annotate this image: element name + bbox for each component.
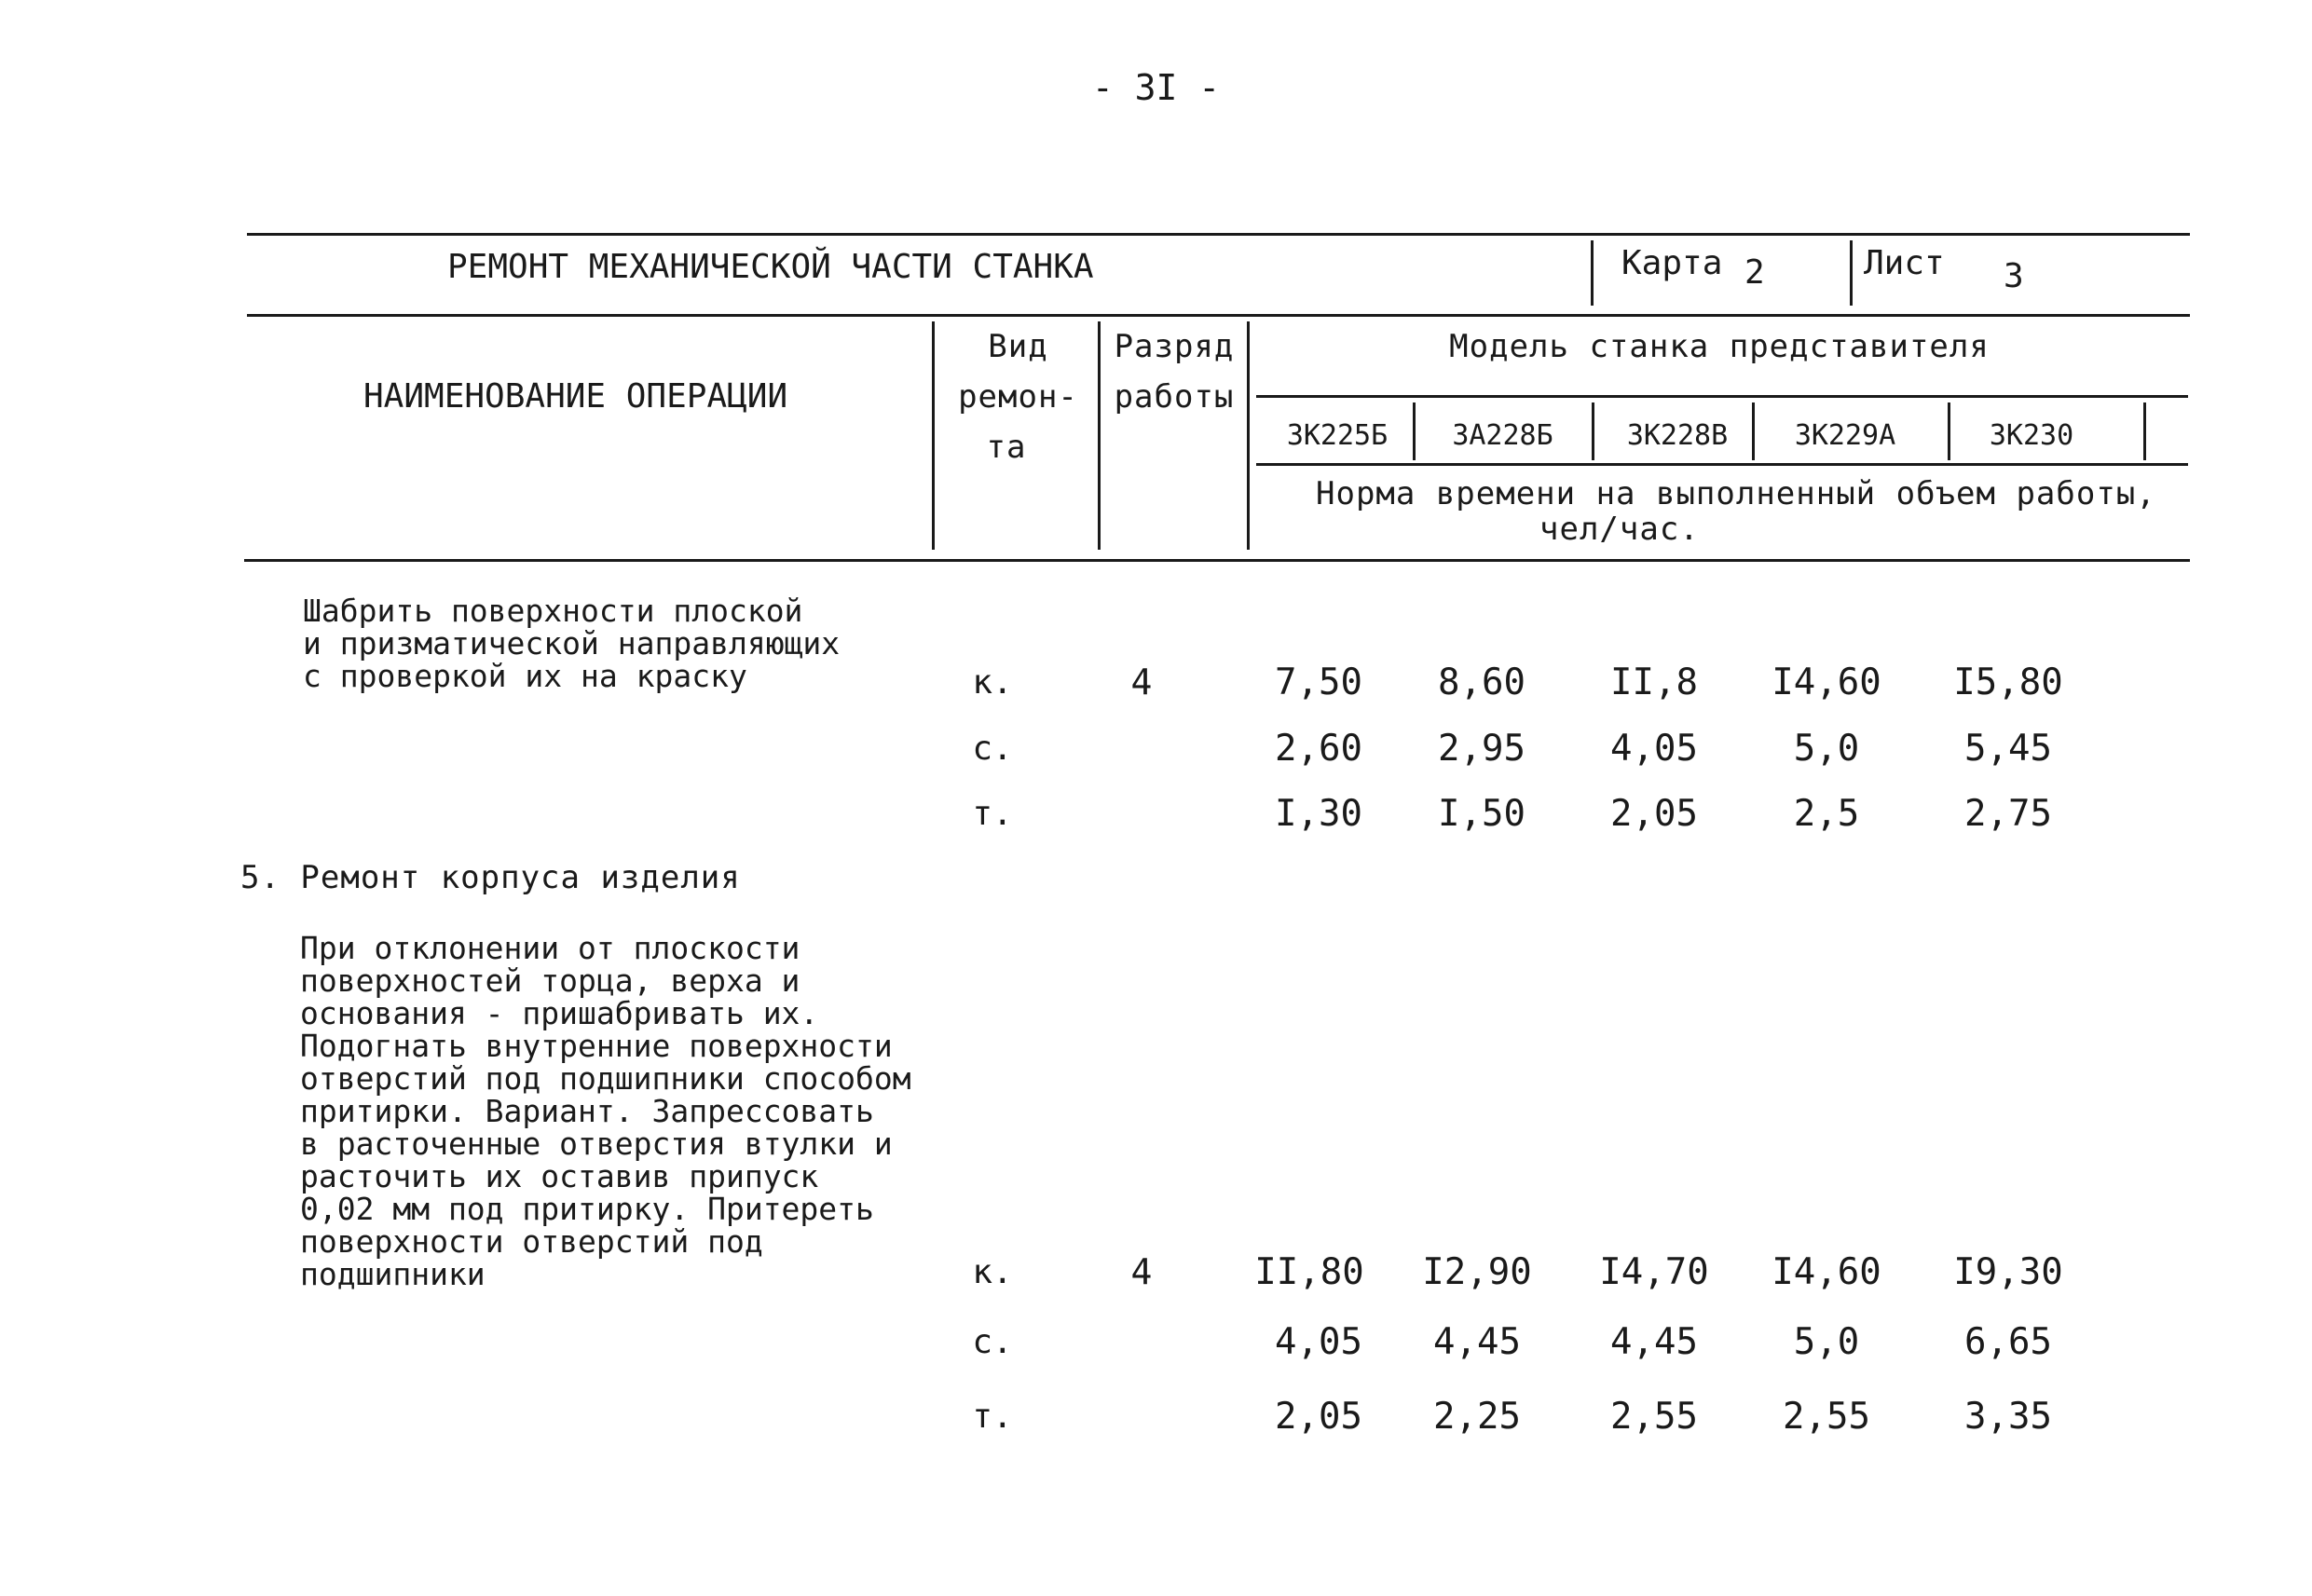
model-3k228v: 3К228В xyxy=(1626,419,1729,452)
table-top-rule xyxy=(247,233,2190,236)
card-label: Карта xyxy=(1621,244,1723,282)
norm-caption-line2: чел/час. xyxy=(1539,511,1700,548)
repair-type-header-line2: ремон- xyxy=(958,378,1078,416)
value-cell: 2,95 xyxy=(1438,728,1525,770)
sheet-divider xyxy=(1850,240,1853,306)
sheet-number: 3 xyxy=(2004,257,2024,295)
value-cell: 8,60 xyxy=(1438,662,1525,703)
value-cell: I,50 xyxy=(1438,793,1525,835)
repair-kind-s: с. xyxy=(972,730,1013,768)
value-cell: 3,35 xyxy=(1964,1396,2052,1438)
value-cell: 5,0 xyxy=(1793,728,1860,770)
value-cell: 7,50 xyxy=(1275,662,1362,703)
grade-header-line1: Разряд xyxy=(1114,328,1235,365)
value-cell: 2,75 xyxy=(1964,793,2052,835)
value-cell: 4,05 xyxy=(1610,728,1698,770)
column-divider-2 xyxy=(1098,321,1101,550)
value-cell: I5,80 xyxy=(1953,662,2063,703)
repair-kind-s: с. xyxy=(972,1323,1013,1361)
model-divider-5 xyxy=(2143,402,2146,460)
value-cell: I4,60 xyxy=(1772,662,1881,703)
value-cell: 2,55 xyxy=(1783,1396,1870,1438)
repair-type-header-line1: Вид xyxy=(988,328,1048,365)
model-divider-3 xyxy=(1752,402,1755,460)
value-cell: 5,45 xyxy=(1964,728,2052,770)
model-3k225b: 3К225Б xyxy=(1286,419,1389,452)
operation-description: Шабрить поверхности плоской и призматической направляющих с проверкой их на краску xyxy=(303,593,841,694)
norm-rule xyxy=(1256,463,2188,466)
model-divider-4 xyxy=(1948,402,1950,460)
models-rule xyxy=(1256,395,2188,398)
model-divider-2 xyxy=(1592,402,1594,460)
value-cell: 4,45 xyxy=(1610,1321,1698,1363)
section-title: РЕМОНТ МЕХАНИЧЕСКОЙ ЧАСТИ СТАНКА xyxy=(447,248,1094,286)
value-cell: 2,05 xyxy=(1610,793,1698,835)
value-cell: I4,70 xyxy=(1599,1251,1709,1293)
card-divider xyxy=(1591,240,1594,306)
grade-header-line2: работы xyxy=(1114,378,1235,416)
repair-kind-t: т. xyxy=(972,1398,1013,1436)
header-rule xyxy=(247,314,2190,317)
column-divider-3 xyxy=(1247,321,1250,550)
page-number: - 3I - xyxy=(1091,67,1221,108)
column-divider-1 xyxy=(932,321,935,550)
value-cell: 2,25 xyxy=(1433,1396,1521,1438)
grade-value: 4 xyxy=(1130,1251,1153,1292)
section-heading: 5. Ремонт корпуса изделия xyxy=(240,859,741,896)
value-cell: I9,30 xyxy=(1953,1251,2063,1293)
value-cell: 6,65 xyxy=(1964,1321,2052,1363)
value-cell: 2,55 xyxy=(1610,1396,1698,1438)
operation-column-header: НАИМЕНОВАНИЕ ОПЕРАЦИИ xyxy=(363,377,788,416)
value-cell: 2,05 xyxy=(1275,1396,1362,1438)
card-number: 2 xyxy=(1744,253,1765,292)
model-divider-1 xyxy=(1413,402,1416,460)
value-cell: 5,0 xyxy=(1793,1321,1860,1363)
model-3k229a: 3К229А xyxy=(1794,419,1896,452)
value-cell: 4,45 xyxy=(1433,1321,1521,1363)
models-title: Модель станка представителя xyxy=(1449,328,1990,365)
value-cell: I2,90 xyxy=(1422,1251,1532,1293)
norm-caption-line1: Норма времени на выполненный объем работы, xyxy=(1316,475,2156,512)
value-cell: II,80 xyxy=(1254,1251,1364,1293)
model-3a228b: 3А228Б xyxy=(1452,419,1553,452)
value-cell: II,8 xyxy=(1610,662,1698,703)
repair-kind-t: т. xyxy=(972,795,1013,833)
value-cell: 2,5 xyxy=(1793,793,1860,835)
model-3k230: 3К230 xyxy=(1989,419,2074,452)
operation-description: При отклонении от плоскости поверхностей торца, верха и основания - пришабривать их. Подогнать внутренние поверхности отверстий под подшипники способом притирки. Вариант. Запрессовать в расточенные отверстия втулки и расточить их оставив припуск 0,02 мм под притирку. Притереть поверхности отверстий под подшипники xyxy=(300,930,911,1292)
repair-kind-k: к. xyxy=(972,663,1013,702)
repair-type-header-line3: та xyxy=(986,429,1027,466)
header-bottom-rule xyxy=(244,559,2190,562)
grade-value: 4 xyxy=(1130,662,1153,703)
value-cell: I4,60 xyxy=(1772,1251,1881,1293)
repair-kind-k: к. xyxy=(972,1253,1013,1291)
value-cell: I,30 xyxy=(1275,793,1362,835)
sheet-label: Лист xyxy=(1864,244,1945,282)
value-cell: 2,60 xyxy=(1275,728,1362,770)
value-cell: 4,05 xyxy=(1275,1321,1362,1363)
